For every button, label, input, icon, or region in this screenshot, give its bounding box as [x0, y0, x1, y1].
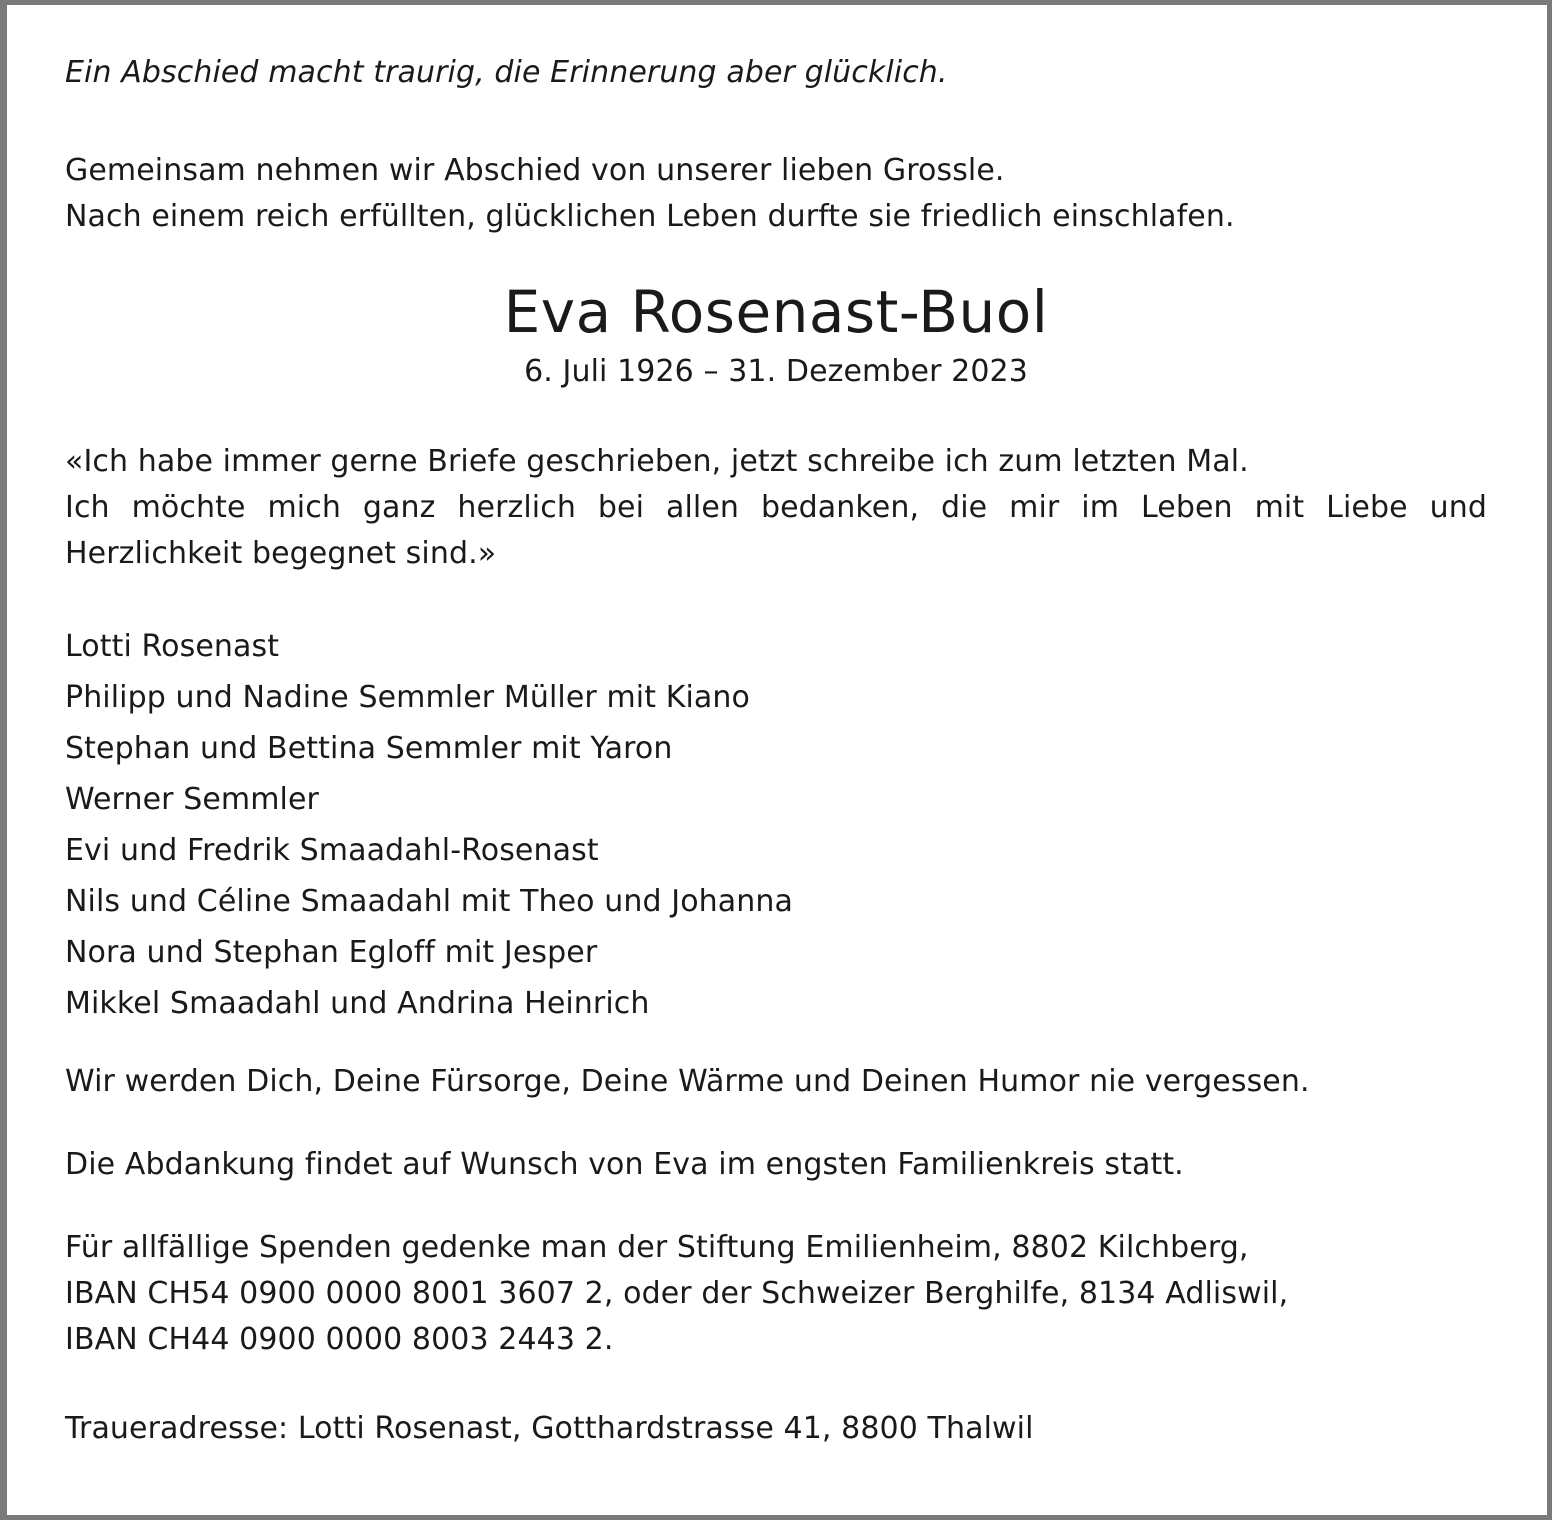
family-member: Stephan und Bettina Semmler mit Yaron	[65, 731, 673, 766]
donation-line: Für allfällige Spenden gedenke man der Stiftung Emilienheim, 8802 Kilchberg,	[65, 1230, 1249, 1265]
obituary-notice	[65, 40, 1487, 1452]
intro-line: Nach einem reich erfüllten, glücklichen Leben durfte sie friedlich einschlafen.	[65, 199, 1235, 234]
intro-line: Gemeinsam nehmen wir Abschied von unserer lieben Grossle.	[65, 153, 1005, 188]
family-member: Nils und Céline Smaadahl mit Theo und Johanna	[65, 884, 793, 919]
closing-remark: Wir werden Dich, Deine Fürsorge, Deine Wärme und Deinen Humor nie vergessen.	[65, 1064, 1310, 1099]
family-member: Philipp und Nadine Semmler Müller mit Kiano	[65, 680, 750, 715]
farewell-quote	[65, 439, 1487, 577]
donation-info	[65, 1225, 1487, 1363]
life-dates: 6. Juli 1926 – 31. Dezember 2023	[524, 354, 1028, 389]
donation-line: IBAN CH44 0900 0000 8003 2443 2.	[65, 1322, 614, 1357]
motto: Ein Abschied macht traurig, die Erinnerung aber glücklich.	[65, 55, 948, 90]
quote-line: Ich möchte mich ganz herzlich bei allen bedanken, die mir im Leben mit Liebe und	[65, 490, 1487, 525]
deceased-name: Eva Rosenast-Buol	[503, 278, 1049, 346]
quote-line: Herzlichkeit begegnet sind.»	[65, 536, 497, 571]
donation-line: IBAN CH54 0900 0000 8001 3607 2, oder der Schweizer Berghilfe, 8134 Adliswil,	[65, 1276, 1289, 1311]
family-member: Lotti Rosenast	[65, 629, 280, 664]
family-member: Mikkel Smaadahl und Andrina Heinrich	[65, 986, 650, 1021]
intro-text	[65, 148, 1487, 240]
family-member: Evi und Fredrik Smaadahl-Rosenast	[65, 833, 599, 868]
quote-line: «Ich habe immer gerne Briefe geschrieben, jetzt schreibe ich zum letzten Mal.	[65, 444, 1249, 479]
service-notice: Die Abdankung findet auf Wunsch von Eva im engsten Familienkreis statt.	[65, 1147, 1184, 1182]
family-member: Werner Semmler	[65, 782, 319, 817]
mourning-address: Traueradresse: Lotti Rosenast, Gotthardstrasse 41, 8800 Thalwil	[65, 1411, 1034, 1446]
family-member: Nora und Stephan Egloff mit Jesper	[65, 935, 598, 970]
family-list	[65, 621, 1487, 1029]
